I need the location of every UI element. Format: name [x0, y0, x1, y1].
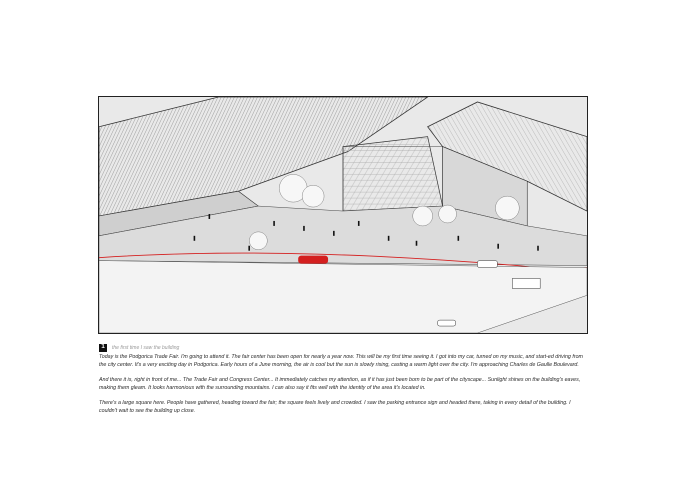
paragraph-3: There's a large square here. People have gathered, heading toward the fair; the square feels lively and crowded. I saw the parking entrance sign and headed there, taking in every detail of the building. I couldn't wait to see the building up close.	[99, 399, 571, 414]
paragraph-2: And there it is, right in front of me... The Trade Fair and Congress Center... It immediately catches my attention, as if it has just been born to be part of the cityscape... Sunlight shines on the building's eaves, making them gleam. It looks harmonious with the surrounding mountains. I can also say it fits well with the identity of the area it's located in.	[99, 376, 581, 391]
glass-facade	[343, 137, 443, 211]
axonometric-drawing	[99, 97, 587, 333]
figure-number-badge: 1	[99, 344, 107, 352]
figure-caption: the first time I saw the building	[112, 344, 180, 351]
red-car	[298, 256, 328, 264]
paragraph-1: Today is the Podgorica Trade Fair. I'm going to attend it. The fair center has been open for nearly a year now. This will be my first time seeing it. I got into my car, turned on my music, and start-ed driving from the city center. It's a very exciting day in Podgorica. Early hours of a June morning, the air is cool but the sun is slowly rising, casting a warm light over the city. I'm approaching Charles de Gaulle Boulevard.	[99, 354, 583, 368]
narrative-text	[99, 354, 589, 423]
figure-caption-row	[99, 343, 179, 352]
architectural-illustration	[98, 96, 588, 334]
